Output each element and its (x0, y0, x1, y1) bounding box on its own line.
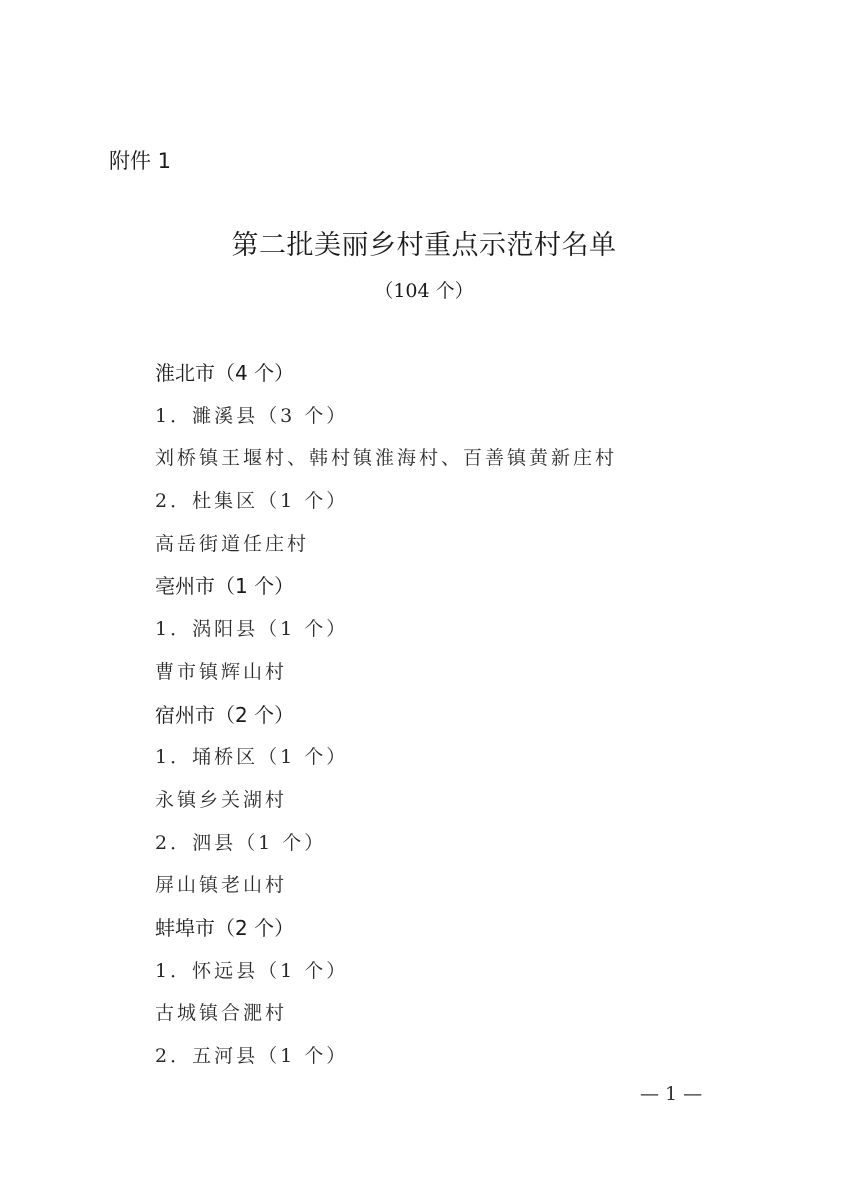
county-heading: 2．杜集区（1 个） (155, 490, 349, 513)
document-title: 第二批美丽乡村重点示范村名单 (231, 230, 617, 261)
village-names: 屏山镇老山村 (155, 874, 288, 897)
village-names: 刘桥镇王堰村、韩村镇淮海村、百善镇黄新庄村 (155, 447, 618, 470)
document-subtitle: （104 个） (374, 280, 474, 302)
city-heading: 亳州市（1 个） (155, 574, 295, 599)
county-heading: 1．怀远县（1 个） (155, 959, 349, 982)
village-names: 古城镇合淝村 (155, 1002, 288, 1025)
county-heading: 2．泗县（1 个） (155, 831, 327, 854)
county-heading: 1．濉溪县（3 个） (155, 404, 349, 427)
village-names: 高岳街道任庄村 (155, 532, 310, 555)
county-heading: 1．埇桥区（1 个） (155, 746, 349, 769)
county-heading: 2．五河县（1 个） (155, 1045, 349, 1067)
attachment-label: 附件 1 (109, 149, 172, 173)
city-heading: 蚌埠市（2 个） (155, 915, 295, 940)
city-heading: 宿州市（2 个） (155, 702, 295, 727)
village-names: 曹市镇辉山村 (155, 660, 288, 683)
page-number: — 1 — (640, 1083, 703, 1105)
city-heading: 淮北市（4 个） (155, 361, 295, 385)
village-list (155, 357, 617, 1083)
county-heading: 1．涡阳县（1 个） (155, 618, 349, 641)
village-names: 永镇乡关湖村 (155, 788, 288, 811)
